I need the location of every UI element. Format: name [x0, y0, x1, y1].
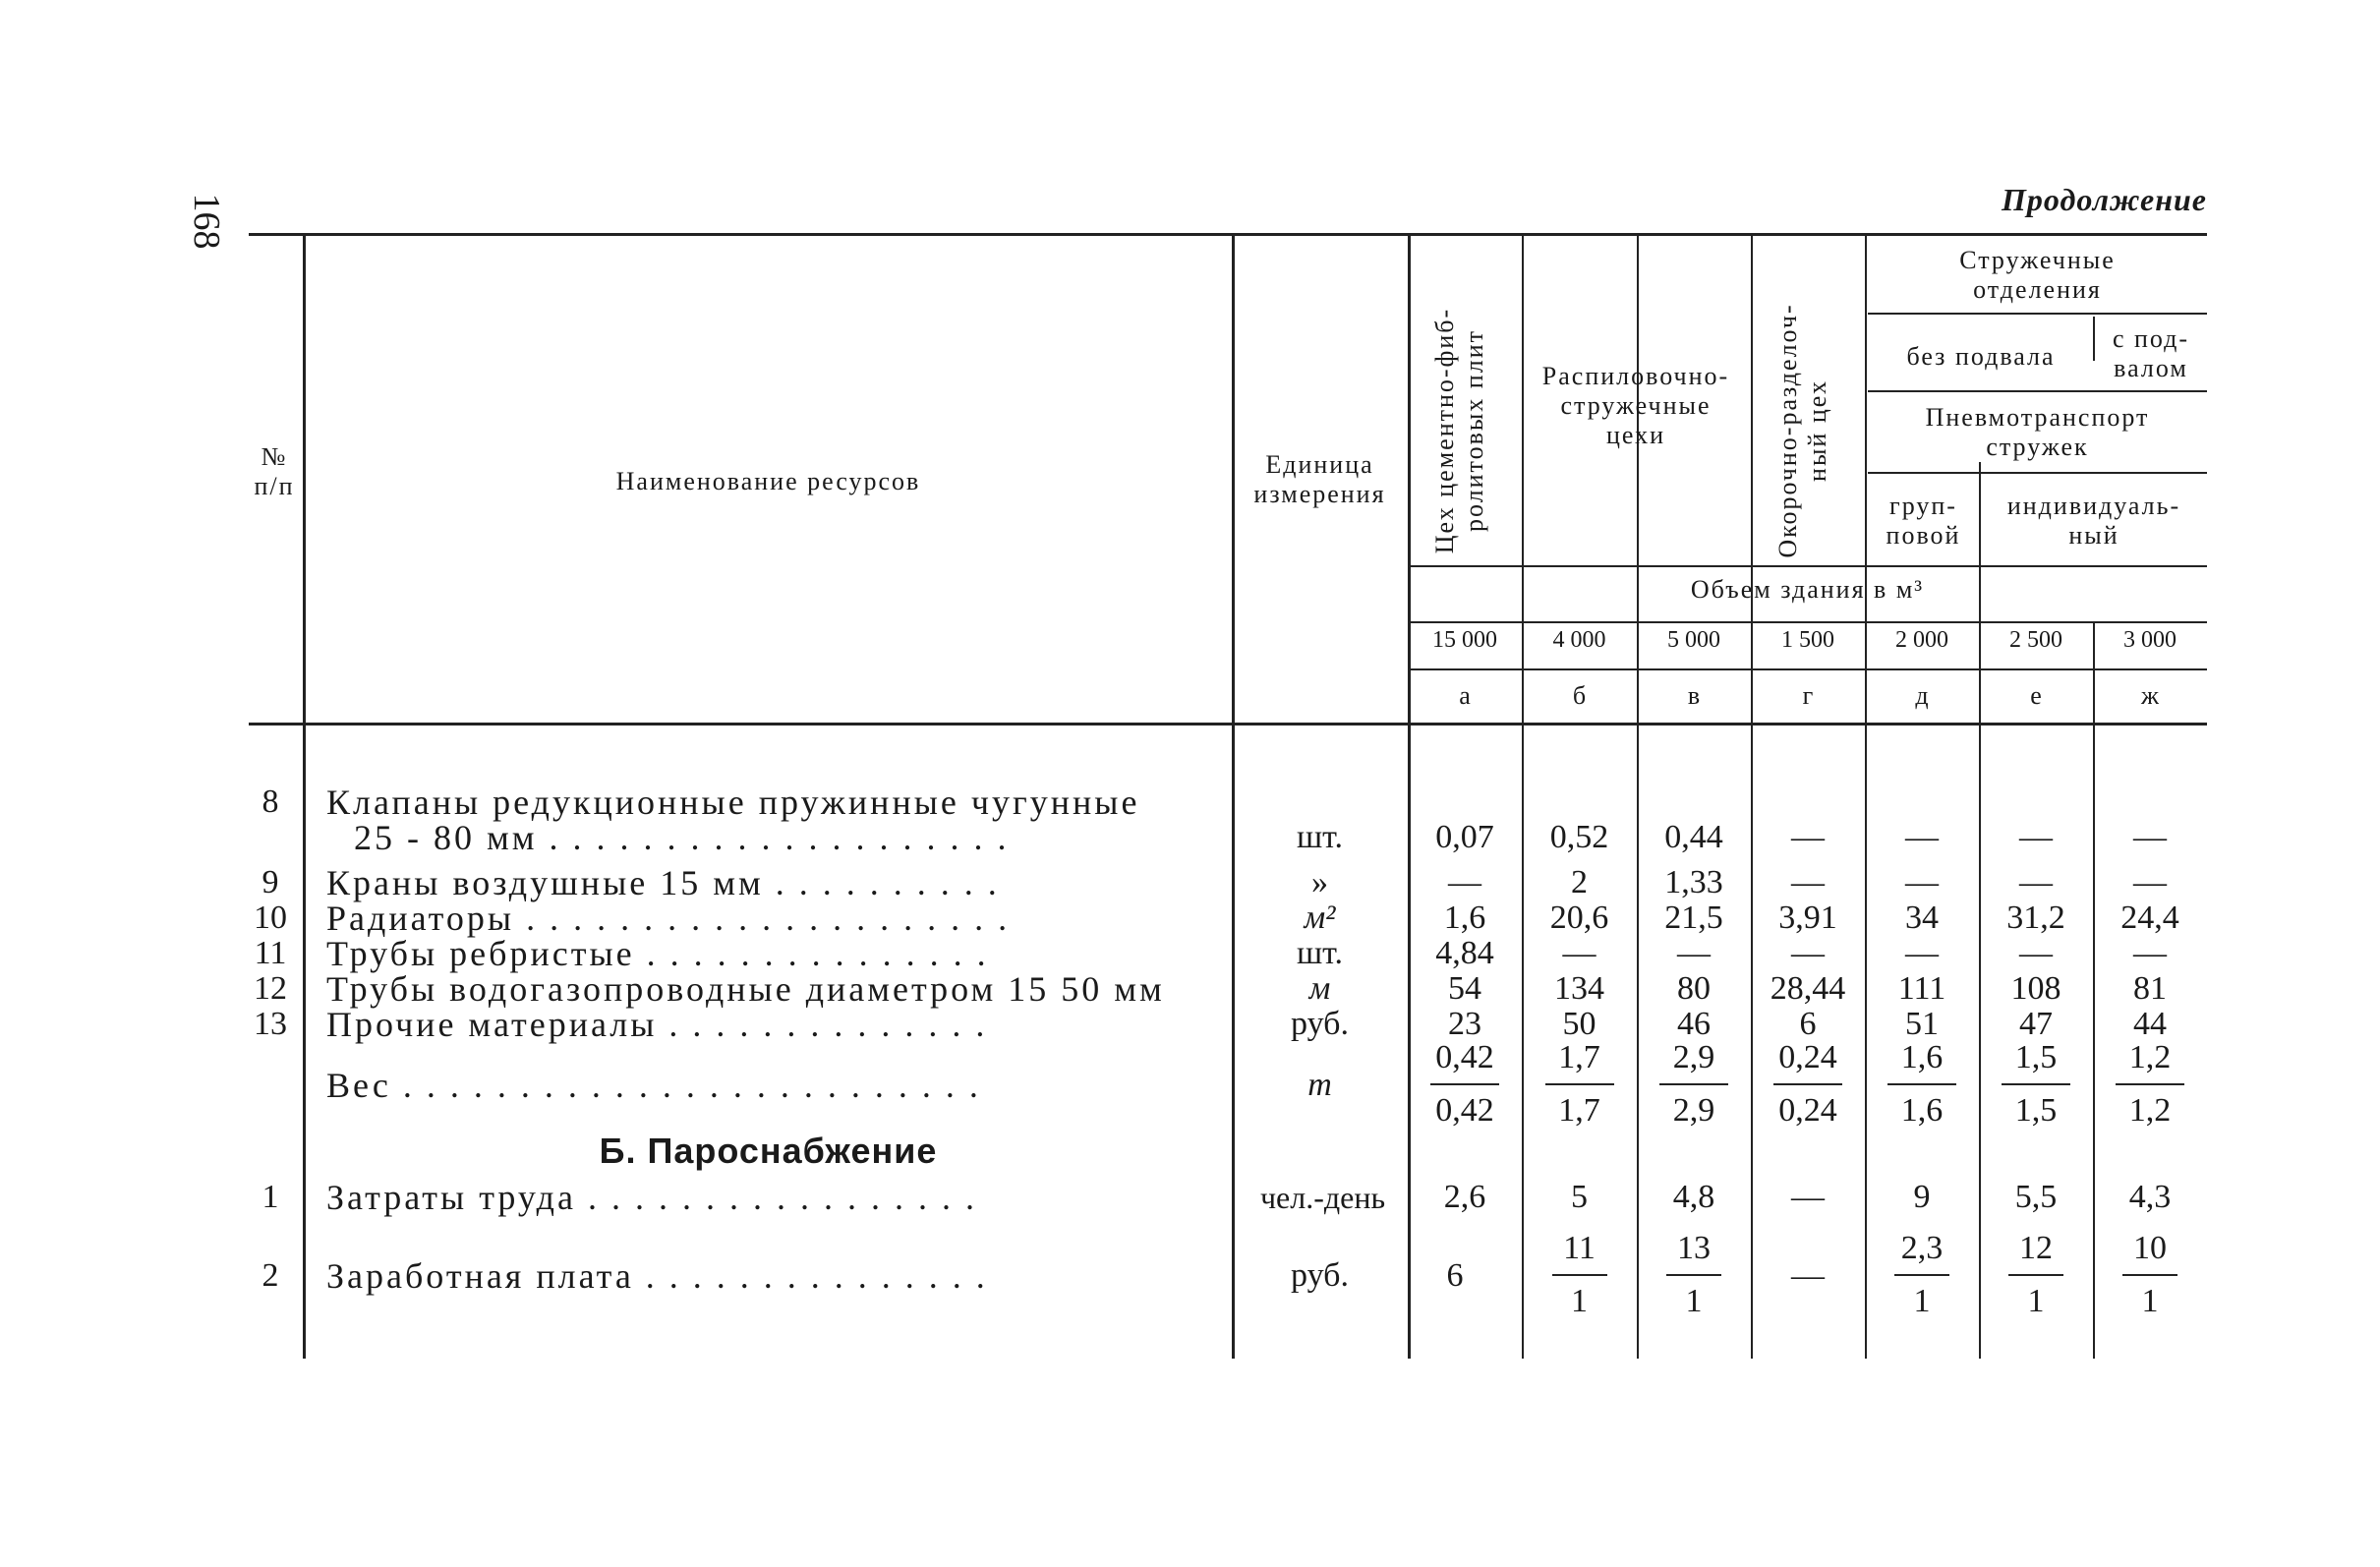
weight-fraction [1637, 1040, 1751, 1129]
row-name: Радиаторы . . . . . . . . . . . . . . . . . . . . . [326, 899, 1011, 938]
volume-value: 15 000 [1432, 627, 1497, 653]
cell-value: 1,6 [1443, 900, 1486, 936]
volume-label: Объем здания в м³ [1690, 575, 1925, 604]
weight-top: 0,24 [1778, 1039, 1837, 1075]
page-number: 168 [186, 193, 227, 250]
section-b-title: Б. Пароснабжение [599, 1131, 938, 1171]
cell-value: 28,44 [1770, 970, 1846, 1007]
weight-top: 2,9 [1672, 1039, 1715, 1075]
weight-unit: т [1307, 1067, 1332, 1103]
fraction-bar [1545, 1083, 1614, 1085]
header-pneumo: Пневмотранспорт стружек [1925, 403, 2150, 461]
column-letter: д [1915, 681, 1929, 710]
fraction-bar [2116, 1083, 2184, 1085]
cell-value: — [1791, 864, 1825, 900]
weight-top: 0,42 [1435, 1039, 1494, 1075]
wage-fraction [1979, 1231, 2093, 1319]
wage-number: 2 [261, 1257, 279, 1294]
col-line-1 [303, 233, 306, 1359]
wage-unit: руб. [1291, 1257, 1349, 1294]
cell-value: — [2019, 819, 2053, 855]
b-cell-value: 5,5 [2014, 1179, 2058, 1215]
cell-value: 108 [2010, 970, 2061, 1007]
cell-value: — [2133, 935, 2167, 971]
wage-first: 6 [1446, 1257, 1464, 1294]
cell-value: 0,44 [1664, 819, 1723, 855]
header-individual: индивидуаль- ный [2006, 492, 2181, 550]
header-chip-group: Стружечные отделения [1959, 246, 2116, 304]
b-row-unit: чел.-день [1259, 1180, 1386, 1215]
weight-fraction [1979, 1040, 2093, 1129]
header-with-basement: с под- валом [2112, 324, 2190, 382]
wage-top: 13 [1677, 1230, 1711, 1266]
wage-bottom: 1 [1913, 1283, 1931, 1319]
cell-value: 1,33 [1664, 864, 1723, 900]
row-unit: м [1308, 970, 1331, 1007]
weight-fraction [1408, 1040, 1522, 1129]
row-number: 13 [254, 1006, 287, 1042]
cell-value: — [1562, 935, 1596, 971]
cell-value: 47 [2019, 1006, 2053, 1042]
cell-value: 46 [1677, 1006, 1711, 1042]
cell-value: 24,4 [2120, 900, 2179, 936]
wage-top: 10 [2133, 1230, 2167, 1266]
fraction-bar [1773, 1083, 1842, 1085]
cell-value: — [1905, 819, 1939, 855]
wage-bark: — [1791, 1257, 1825, 1294]
continuation-label: Продолжение [2002, 182, 2207, 217]
cell-value: — [1905, 864, 1939, 900]
column-letter: е [2030, 681, 2042, 710]
cell-value: — [1791, 935, 1825, 971]
weight-top: 1,6 [1900, 1039, 1944, 1075]
volume-value: 3 000 [2123, 627, 2177, 653]
cell-value: — [2019, 864, 2053, 900]
fraction-bar [2008, 1274, 2063, 1276]
column-letter: а [1459, 681, 1471, 710]
top-rule [249, 233, 2207, 236]
cell-value: 34 [1905, 900, 1939, 936]
weight-bottom: 1,2 [2128, 1092, 2172, 1129]
column-letter: ж [2141, 681, 2159, 710]
volume-value: 4 000 [1552, 627, 1606, 653]
cell-value: 4,84 [1435, 935, 1494, 971]
header-unit: Единица измерения [1253, 450, 1386, 508]
cell-value: 3,91 [1778, 900, 1837, 936]
fraction-bar [1666, 1274, 1721, 1276]
cell-value: 80 [1677, 970, 1711, 1007]
volume-value: 2 000 [1895, 627, 1948, 653]
basement-rule [1868, 390, 2207, 392]
wage-fraction [1522, 1231, 1637, 1319]
cell-value: 31,2 [2006, 900, 2065, 936]
cell-value: 111 [1897, 970, 1946, 1007]
fraction-bar [1894, 1274, 1949, 1276]
b-cell-value: 4,3 [2128, 1179, 2172, 1215]
b-cell-value: — [1791, 1179, 1825, 1215]
weight-top: 1,5 [2014, 1039, 2058, 1075]
row-name: Трубы ребристые . . . . . . . . . . . . . . . [326, 934, 989, 973]
wage-bottom: 1 [2027, 1283, 2045, 1319]
row-number: 12 [254, 970, 287, 1007]
chip-group-rule [1868, 313, 2207, 315]
weight-fraction [1865, 1040, 1979, 1129]
b-cell-value: 2,6 [1443, 1179, 1486, 1215]
cell-value: — [2019, 935, 2053, 971]
fraction-bar [2002, 1083, 2070, 1085]
cell-value: 21,5 [1664, 900, 1723, 936]
cell-value: 81 [2133, 970, 2167, 1007]
row-unit: шт. [1297, 935, 1343, 971]
row-name: Клапаны редукционные пружинные чугунные [326, 783, 1140, 822]
fraction-bar [1430, 1083, 1499, 1085]
header-cement: Цех цементно-фиб- ролитовых плит [1430, 307, 1488, 554]
header-bottom-rule [249, 723, 2207, 725]
weight-bottom: 1,7 [1558, 1092, 1600, 1129]
row-name: Трубы водогазопроводные диаметром 15 50 мм [326, 969, 1165, 1009]
row-number: 10 [254, 900, 287, 936]
fraction-bar [1552, 1274, 1607, 1276]
cell-value: — [1905, 935, 1939, 971]
weight-fraction [1522, 1040, 1637, 1129]
wage-top: 11 [1563, 1230, 1596, 1266]
weight-bottom: 1,6 [1900, 1092, 1944, 1129]
column-letter: в [1687, 681, 1701, 710]
fraction-bar [2122, 1274, 2177, 1276]
row-name: Краны воздушные 15 мм . . . . . . . . . . [326, 863, 1000, 902]
column-letter: б [1572, 681, 1587, 710]
wage-label: Заработная плата . . . . . . . . . . . . . . . [326, 1256, 988, 1296]
cell-value: 54 [1448, 970, 1481, 1007]
wage-fraction [2093, 1231, 2207, 1319]
row-unit: м² [1304, 900, 1336, 936]
cell-value: 44 [2133, 1006, 2167, 1042]
weight-top: 1,7 [1558, 1039, 1600, 1075]
volume-value: 5 000 [1667, 627, 1720, 653]
cell-value: 23 [1448, 1006, 1481, 1042]
weight-bottom: 0,24 [1778, 1092, 1837, 1129]
volume-value: 1 500 [1781, 627, 1834, 653]
header-bark: Окорочно-разделоч- ный цех [1773, 303, 1831, 558]
weight-label: Вес . . . . . . . . . . . . . . . . . . . . . . . . . [326, 1066, 981, 1105]
cell-value: 6 [1799, 1006, 1817, 1042]
b-cell-value: 9 [1913, 1179, 1931, 1215]
weight-fraction [1751, 1040, 1865, 1129]
cell-value: 20,6 [1549, 900, 1609, 936]
row-number: 11 [254, 935, 287, 971]
b-cell-value: 4,8 [1672, 1179, 1715, 1215]
cell-value: 0,07 [1435, 819, 1494, 855]
cell-value: 50 [1562, 1006, 1596, 1042]
weight-bottom: 2,9 [1672, 1092, 1715, 1129]
cell-value: — [1448, 864, 1481, 900]
row-name: Прочие материалы . . . . . . . . . . . . . . [326, 1005, 988, 1044]
row-name-cont: 25 - 80 мм . . . . . . . . . . . . . . . . . . . . [354, 818, 1010, 857]
cell-value: 51 [1905, 1006, 1939, 1042]
b-cell-value: 5 [1571, 1179, 1588, 1215]
volume-bottom-rule [1408, 621, 2207, 623]
cell-value: — [2133, 819, 2167, 855]
cell-value: — [1791, 819, 1825, 855]
row-number: 9 [261, 864, 279, 900]
row-unit: руб. [1291, 1006, 1349, 1042]
weight-bottom: 0,42 [1435, 1092, 1494, 1129]
row-unit: » [1311, 864, 1328, 900]
weight-bottom: 1,5 [2014, 1092, 2058, 1129]
wage-fraction [1637, 1231, 1751, 1319]
values-rule [1408, 668, 2207, 670]
cell-value: 2 [1571, 864, 1588, 900]
column-letter: г [1802, 681, 1814, 710]
weight-fraction [2093, 1040, 2207, 1129]
fraction-bar [1659, 1083, 1728, 1085]
wage-bottom: 1 [1571, 1283, 1588, 1319]
cell-value: — [2133, 864, 2167, 900]
wage-fraction [1865, 1231, 1979, 1319]
header-name: Наименование ресурсов [615, 467, 921, 495]
header-saw: Распиловочно- стружечные цехи [1541, 362, 1730, 449]
b-row-name: Затраты труда . . . . . . . . . . . . . . . . . [326, 1178, 977, 1217]
weight-top: 1,2 [2128, 1039, 2172, 1075]
fraction-bar [1887, 1083, 1956, 1085]
volume-value: 2 500 [2009, 627, 2062, 653]
header-num: № п/п [254, 442, 295, 500]
cell-value: 134 [1554, 970, 1604, 1007]
header-group: груп- повой [1886, 492, 1961, 550]
cell-value: — [1677, 935, 1711, 971]
cell-value: 0,52 [1549, 819, 1609, 855]
row-unit: шт. [1297, 819, 1343, 855]
wage-top: 2,3 [1900, 1230, 1944, 1266]
pneumo-rule [1868, 472, 2207, 474]
header-no-basement: без подвала [1906, 342, 2056, 371]
wage-bottom: 1 [2141, 1283, 2159, 1319]
b-row-number: 1 [261, 1179, 279, 1215]
wage-top: 12 [2019, 1230, 2053, 1266]
wage-bottom: 1 [1685, 1283, 1703, 1319]
row-number: 8 [261, 784, 279, 820]
